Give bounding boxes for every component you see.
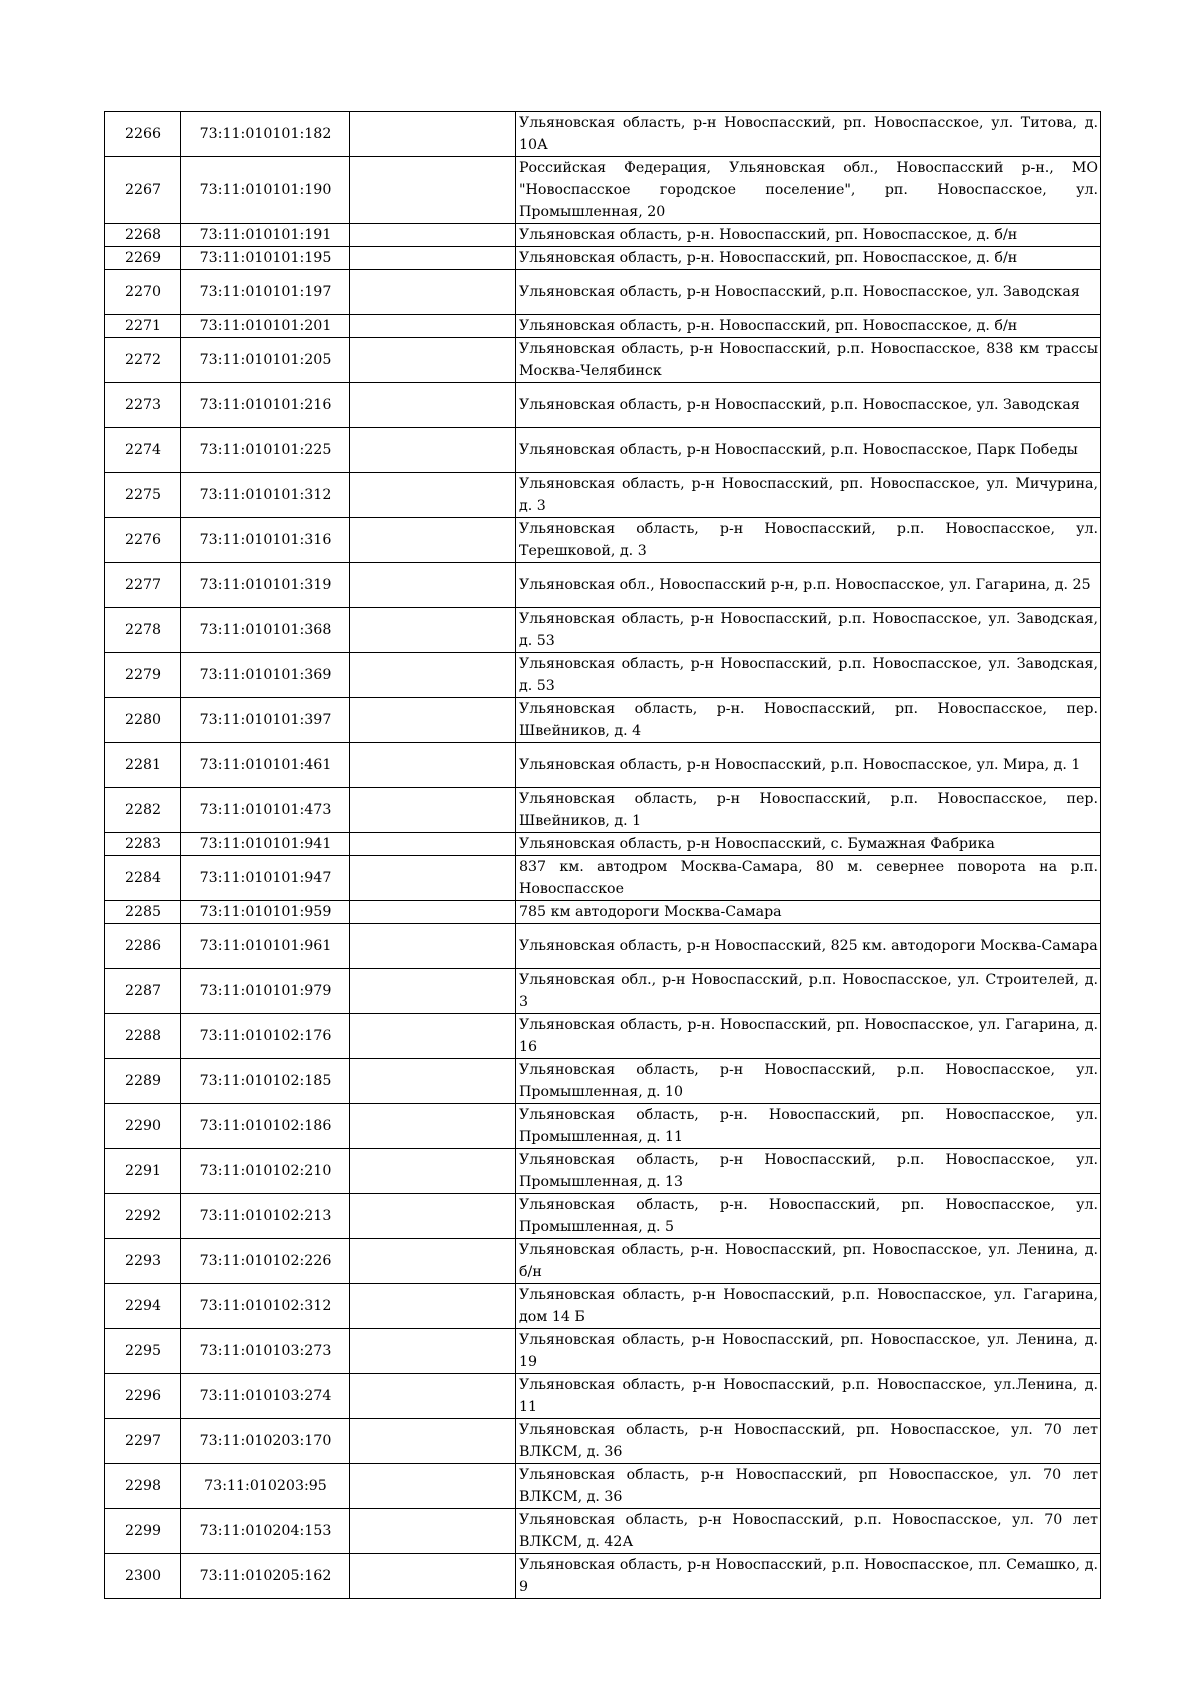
cadastral-number-cell: 73:11:010205:162 <box>181 1554 350 1599</box>
cadastral-number-cell: 73:11:010102:176 <box>181 1014 350 1059</box>
empty-cell <box>350 743 516 788</box>
empty-cell <box>350 1374 516 1419</box>
empty-cell <box>350 924 516 969</box>
empty-cell <box>350 1149 516 1194</box>
cadastral-number-cell: 73:11:010102:186 <box>181 1104 350 1149</box>
row-number-cell: 2283 <box>105 833 181 856</box>
cadastral-number-cell: 73:11:010101:319 <box>181 563 350 608</box>
empty-cell <box>350 1554 516 1599</box>
cadastral-number-cell: 73:11:010101:225 <box>181 428 350 473</box>
empty-cell <box>350 698 516 743</box>
cadastral-number-cell: 73:11:010101:941 <box>181 833 350 856</box>
row-number-cell: 2287 <box>105 969 181 1014</box>
empty-cell <box>350 1419 516 1464</box>
cadastral-number-cell: 73:11:010101:197 <box>181 270 350 315</box>
table-row <box>105 224 1101 247</box>
table-row <box>105 428 1101 473</box>
address-cell: 837 км. автодром Москва-Самара, 80 м. севернее поворота на р.п. Новоспасское <box>516 856 1101 901</box>
address-cell: Ульяновская область, р-н. Новоспасский, рп. Новоспасское, пер. Швейников, д. 4 <box>516 698 1101 743</box>
table-row <box>105 833 1101 856</box>
empty-cell <box>350 224 516 247</box>
table-row <box>105 969 1101 1014</box>
empty-cell <box>350 1329 516 1374</box>
cadastral-number-cell: 73:11:010102:210 <box>181 1149 350 1194</box>
row-number-cell: 2272 <box>105 338 181 383</box>
table-row <box>105 518 1101 563</box>
table-row <box>105 112 1101 157</box>
empty-cell <box>350 788 516 833</box>
empty-cell <box>350 901 516 924</box>
empty-cell <box>350 383 516 428</box>
table-row <box>105 1374 1101 1419</box>
cadastral-number-cell: 73:11:010102:312 <box>181 1284 350 1329</box>
empty-cell <box>350 270 516 315</box>
table-row <box>105 1194 1101 1239</box>
empty-cell <box>350 1194 516 1239</box>
property-registry-table <box>104 111 1101 1599</box>
cadastral-number-cell: 73:11:010101:473 <box>181 788 350 833</box>
address-cell: Ульяновская область, р-н Новоспасский, р.п. Новоспасское, ул. Гагарина, дом 14 Б <box>516 1284 1101 1329</box>
table-row <box>105 1419 1101 1464</box>
table-row <box>105 1554 1101 1599</box>
cadastral-number-cell: 73:11:010101:201 <box>181 315 350 338</box>
empty-cell <box>350 1284 516 1329</box>
table-row <box>105 473 1101 518</box>
address-cell: Ульяновская обл., р-н Новоспасский, р.п. Новоспасское, ул. Строителей, д. 3 <box>516 969 1101 1014</box>
address-cell: Ульяновская область, р-н Новоспасский, рп. Новоспасское, ул. 70 лет ВЛКСМ, д. 36 <box>516 1419 1101 1464</box>
address-cell: Ульяновская область, р-н Новоспасский, р.п. Новоспасское, ул. Заводская <box>516 270 1101 315</box>
row-number-cell: 2290 <box>105 1104 181 1149</box>
row-number-cell: 2270 <box>105 270 181 315</box>
empty-cell <box>350 247 516 270</box>
table-row <box>105 901 1101 924</box>
table-row <box>105 157 1101 224</box>
cadastral-number-cell: 73:11:010103:273 <box>181 1329 350 1374</box>
row-number-cell: 2281 <box>105 743 181 788</box>
table-row <box>105 1059 1101 1104</box>
row-number-cell: 2298 <box>105 1464 181 1509</box>
table-row <box>105 247 1101 270</box>
address-cell: Ульяновская область, р-н Новоспасский, р.п. Новоспасское, ул.Ленина, д. 11 <box>516 1374 1101 1419</box>
row-number-cell: 2279 <box>105 653 181 698</box>
row-number-cell: 2288 <box>105 1014 181 1059</box>
address-cell: Ульяновская область, р-н Новоспасский, р.п. Новоспасское, ул. Заводская, д. 53 <box>516 653 1101 698</box>
empty-cell <box>350 157 516 224</box>
row-number-cell: 2282 <box>105 788 181 833</box>
row-number-cell: 2299 <box>105 1509 181 1554</box>
row-number-cell: 2274 <box>105 428 181 473</box>
cadastral-number-cell: 73:11:010101:959 <box>181 901 350 924</box>
address-cell: Ульяновская область, р-н Новоспасский, р.п. Новоспасское, ул. Промышленная, д. 10 <box>516 1059 1101 1104</box>
row-number-cell: 2295 <box>105 1329 181 1374</box>
cadastral-number-cell: 73:11:010101:979 <box>181 969 350 1014</box>
address-cell: Ульяновская область, р-н Новоспасский, рп. Новоспасское, ул. Титова, д. 10А <box>516 112 1101 157</box>
address-cell: Ульяновская область, р-н Новоспасский, р.п. Новоспасское, ул. 70 лет ВЛКСМ, д. 42А <box>516 1509 1101 1554</box>
table-row <box>105 608 1101 653</box>
empty-cell <box>350 969 516 1014</box>
table-row <box>105 563 1101 608</box>
cadastral-number-cell: 73:11:010101:397 <box>181 698 350 743</box>
row-number-cell: 2289 <box>105 1059 181 1104</box>
row-number-cell: 2280 <box>105 698 181 743</box>
empty-cell <box>350 112 516 157</box>
row-number-cell: 2293 <box>105 1239 181 1284</box>
empty-cell <box>350 428 516 473</box>
cadastral-number-cell: 73:11:010102:226 <box>181 1239 350 1284</box>
cadastral-number-cell: 73:11:010203:170 <box>181 1419 350 1464</box>
address-cell: Ульяновская область, р-н Новоспасский, р.п. Новоспасское, пл. Семашко, д. 9 <box>516 1554 1101 1599</box>
empty-cell <box>350 1509 516 1554</box>
table-row <box>105 653 1101 698</box>
row-number-cell: 2286 <box>105 924 181 969</box>
row-number-cell: 2278 <box>105 608 181 653</box>
row-number-cell: 2300 <box>105 1554 181 1599</box>
address-cell: Ульяновская область, р-н. Новоспасский, рп. Новоспасское, ул. Промышленная, д. 11 <box>516 1104 1101 1149</box>
cadastral-number-cell: 73:11:010101:369 <box>181 653 350 698</box>
row-number-cell: 2267 <box>105 157 181 224</box>
address-cell: Российская Федерация, Ульяновская обл., Новоспасский р-н., МО "Новоспасское городское поселение", рп. Новоспасское, ул. Промышленная, 20 <box>516 157 1101 224</box>
empty-cell <box>350 1239 516 1284</box>
table-row <box>105 1239 1101 1284</box>
row-number-cell: 2275 <box>105 473 181 518</box>
table-row <box>105 743 1101 788</box>
table-row <box>105 1284 1101 1329</box>
empty-cell <box>350 315 516 338</box>
cadastral-number-cell: 73:11:010203:95 <box>181 1464 350 1509</box>
cadastral-number-cell: 73:11:010204:153 <box>181 1509 350 1554</box>
cadastral-number-cell: 73:11:010101:316 <box>181 518 350 563</box>
address-cell: Ульяновская область, р-н Новоспасский, рп. Новоспасское, ул. Ленина, д. 19 <box>516 1329 1101 1374</box>
table-row <box>105 924 1101 969</box>
table-row <box>105 698 1101 743</box>
row-number-cell: 2296 <box>105 1374 181 1419</box>
cadastral-number-cell: 73:11:010101:216 <box>181 383 350 428</box>
cadastral-number-cell: 73:11:010103:274 <box>181 1374 350 1419</box>
address-cell: Ульяновская область, р-н. Новоспасский, рп. Новоспасское, д. б/н <box>516 224 1101 247</box>
address-cell: Ульяновская область, р-н. Новоспасский, рп. Новоспасское, ул. Гагарина, д. 16 <box>516 1014 1101 1059</box>
row-number-cell: 2266 <box>105 112 181 157</box>
cadastral-number-cell: 73:11:010101:312 <box>181 473 350 518</box>
table-row <box>105 1509 1101 1554</box>
row-number-cell: 2277 <box>105 563 181 608</box>
address-cell: Ульяновская обл., Новоспасский р-н, р.п. Новоспасское, ул. Гагарина, д. 25 <box>516 563 1101 608</box>
row-number-cell: 2273 <box>105 383 181 428</box>
empty-cell <box>350 856 516 901</box>
cadastral-number-cell: 73:11:010101:947 <box>181 856 350 901</box>
cadastral-number-cell: 73:11:010101:368 <box>181 608 350 653</box>
empty-cell <box>350 473 516 518</box>
address-cell: Ульяновская область, р-н. Новоспасский, рп. Новоспасское, д. б/н <box>516 315 1101 338</box>
registry-table-body <box>105 112 1101 1599</box>
row-number-cell: 2291 <box>105 1149 181 1194</box>
cadastral-number-cell: 73:11:010102:213 <box>181 1194 350 1239</box>
row-number-cell: 2269 <box>105 247 181 270</box>
empty-cell <box>350 653 516 698</box>
empty-cell <box>350 1014 516 1059</box>
empty-cell <box>350 1059 516 1104</box>
cadastral-number-cell: 73:11:010101:182 <box>181 112 350 157</box>
address-cell: Ульяновская область, р-н Новоспасский, с. Бумажная Фабрика <box>516 833 1101 856</box>
table-row <box>105 788 1101 833</box>
cadastral-number-cell: 73:11:010101:195 <box>181 247 350 270</box>
address-cell: Ульяновская область, р-н Новоспасский, р.п. Новоспасское, ул. Мира, д. 1 <box>516 743 1101 788</box>
address-cell: Ульяновская область, р-н Новоспасский, р.п. Новоспасское, Парк Победы <box>516 428 1101 473</box>
row-number-cell: 2268 <box>105 224 181 247</box>
row-number-cell: 2271 <box>105 315 181 338</box>
empty-cell <box>350 833 516 856</box>
cadastral-number-cell: 73:11:010101:961 <box>181 924 350 969</box>
cadastral-number-cell: 73:11:010101:461 <box>181 743 350 788</box>
row-number-cell: 2284 <box>105 856 181 901</box>
table-row <box>105 383 1101 428</box>
empty-cell <box>350 1464 516 1509</box>
table-row <box>105 1104 1101 1149</box>
row-number-cell: 2276 <box>105 518 181 563</box>
address-cell: Ульяновская область, р-н Новоспасский, рп Новоспасское, ул. 70 лет ВЛКСМ, д. 36 <box>516 1464 1101 1509</box>
address-cell: Ульяновская область, р-н Новоспасский, р.п. Новоспасское, пер. Швейников, д. 1 <box>516 788 1101 833</box>
table-row <box>105 270 1101 315</box>
table-row <box>105 1464 1101 1509</box>
address-cell: Ульяновская область, р-н Новоспасский, р.п. Новоспасское, ул. Промышленная, д. 13 <box>516 1149 1101 1194</box>
row-number-cell: 2297 <box>105 1419 181 1464</box>
table-row <box>105 1014 1101 1059</box>
empty-cell <box>350 1104 516 1149</box>
cadastral-number-cell: 73:11:010101:190 <box>181 157 350 224</box>
address-cell: Ульяновская область, р-н Новоспасский, р.п. Новоспасское, ул. Заводская <box>516 383 1101 428</box>
empty-cell <box>350 338 516 383</box>
cadastral-number-cell: 73:11:010101:205 <box>181 338 350 383</box>
table-row <box>105 315 1101 338</box>
address-cell: Ульяновская область, р-н Новоспасский, р.п. Новоспасское, ул. Заводская, д. 53 <box>516 608 1101 653</box>
table-row <box>105 856 1101 901</box>
address-cell: Ульяновская область, р-н. Новоспасский, рп. Новоспасское, ул. Промышленная, д. 5 <box>516 1194 1101 1239</box>
cadastral-number-cell: 73:11:010101:191 <box>181 224 350 247</box>
empty-cell <box>350 563 516 608</box>
address-cell: Ульяновская область, р-н. Новоспасский, рп. Новоспасское, ул. Ленина, д. б/н <box>516 1239 1101 1284</box>
table-row <box>105 338 1101 383</box>
row-number-cell: 2292 <box>105 1194 181 1239</box>
row-number-cell: 2285 <box>105 901 181 924</box>
address-cell: Ульяновская область, р-н. Новоспасский, рп. Новоспасское, д. б/н <box>516 247 1101 270</box>
address-cell: Ульяновская область, р-н Новоспасский, рп. Новоспасское, ул. Мичурина, д. 3 <box>516 473 1101 518</box>
table-row <box>105 1149 1101 1194</box>
row-number-cell: 2294 <box>105 1284 181 1329</box>
empty-cell <box>350 518 516 563</box>
address-cell: Ульяновская область, р-н Новоспасский, р.п. Новоспасское, 838 км трассы Москва-Челябинск <box>516 338 1101 383</box>
empty-cell <box>350 608 516 653</box>
address-cell: 785 км автодороги Москва-Самара <box>516 901 1101 924</box>
table-row <box>105 1329 1101 1374</box>
address-cell: Ульяновская область, р-н Новоспасский, 825 км. автодороги Москва-Самара <box>516 924 1101 969</box>
address-cell: Ульяновская область, р-н Новоспасский, р.п. Новоспасское, ул. Терешковой, д. 3 <box>516 518 1101 563</box>
cadastral-number-cell: 73:11:010102:185 <box>181 1059 350 1104</box>
